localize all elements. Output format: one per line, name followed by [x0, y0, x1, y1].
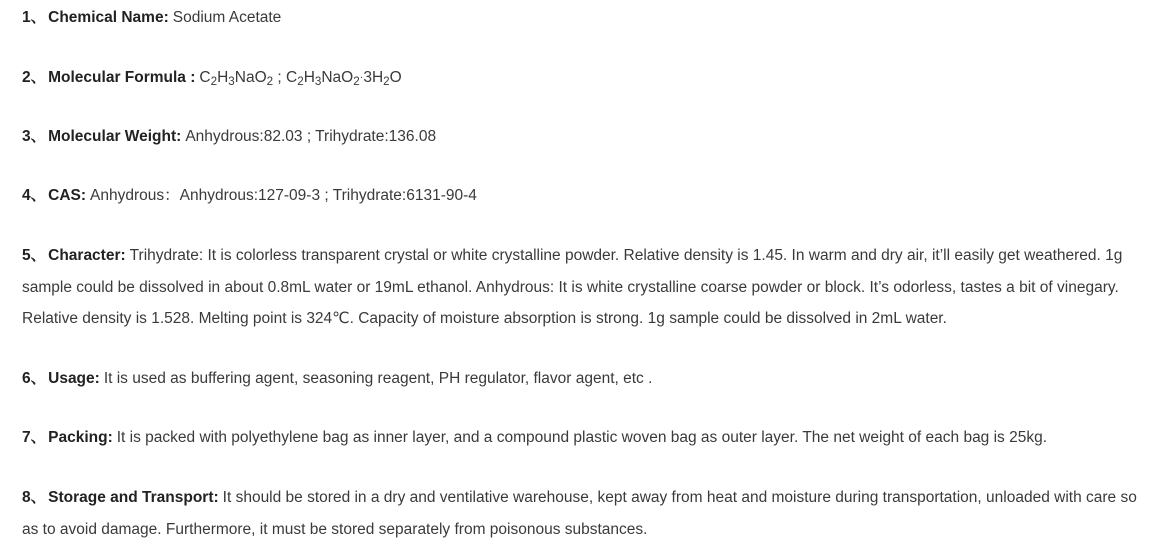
spec-item-chemical-name — [22, 2, 1150, 34]
item-label: Storage and Transport: — [48, 489, 219, 506]
item-label: CAS: — [48, 187, 87, 204]
item-label: Character: — [48, 247, 126, 264]
item-number: 8、 — [22, 489, 47, 506]
formula-text: O — [389, 69, 402, 86]
formula-text: C — [199, 69, 211, 86]
formula-subscript: 2 — [210, 74, 218, 88]
spec-item-usage — [22, 363, 1150, 395]
formula-text: NaO — [321, 69, 354, 86]
formula-anhydrous — [199, 69, 273, 86]
formula-dot: · — [359, 71, 364, 84]
formula-subscript: 2 — [297, 74, 304, 88]
item-value: Sodium Acetate — [172, 9, 282, 26]
formula-text: H — [217, 69, 229, 86]
formula-text: C — [286, 69, 298, 86]
item-number: 7、 — [22, 429, 47, 446]
item-value: Anhydrous:82.03 ; Trihydrate:136.08 — [185, 128, 437, 145]
formula-value — [199, 69, 401, 86]
item-value: It is packed with polyethylene bag as inner layer, and a compound plastic woven bag as outer layer. The net weight of each bag is 25kg. — [116, 429, 1048, 446]
item-number: 6、 — [22, 370, 47, 387]
formula-text: 3H — [363, 69, 384, 86]
formula-subscript: 2 — [353, 74, 360, 88]
formula-trihydrate — [286, 69, 402, 86]
item-value: It should be stored in a dry and ventilative warehouse, kept away from heat and moisture during transportation, unloaded with care so as to avoid damage. Furthermore, it must be stored separately from poisonous substances. — [22, 489, 1137, 538]
item-label: Molecular Formula : — [48, 69, 196, 86]
item-number: 3、 — [22, 128, 47, 145]
item-label: Usage: — [48, 370, 100, 387]
item-number: 5、 — [22, 247, 47, 264]
formula-subscript: 3 — [228, 74, 235, 88]
item-label: Molecular Weight: — [48, 128, 182, 145]
spec-item-packing — [22, 422, 1150, 454]
spec-item-character — [22, 240, 1150, 335]
formula-subscript: 2 — [383, 74, 390, 88]
formula-text: NaO — [234, 69, 267, 86]
item-value: Anhydrous：Anhydrous:127-09-3 ; Trihydrate:6131-90-4 — [90, 187, 477, 204]
formula-subscript: 3 — [314, 74, 322, 88]
item-value: Trihydrate: It is colorless transparent crystal or white crystalline powder. Relative density is 1.45. In warm and dry air, it’ll easily get weathered. 1g sample could be dissolved in about 0.8mL water or 19mL ethanol. Anhydrous: It is white crystalline coarse powder or block. It’s odorless, tastes a bit of vinegary. Relative density is 1.528. Melting point is 324℃. Capacity of moisture absorption is strong. 1g sample could be dissolved in 2mL water. — [22, 247, 1123, 327]
formula-text: H — [303, 69, 315, 86]
spec-item-cas — [22, 180, 1150, 212]
formula-subscript: 2 — [266, 74, 274, 88]
item-number: 4、 — [22, 187, 47, 204]
item-number: 1、 — [22, 9, 47, 26]
spec-item-molecular-weight — [22, 121, 1150, 153]
spec-item-molecular-formula — [22, 62, 1150, 94]
item-label: Chemical Name: — [48, 9, 169, 26]
item-number: 2、 — [22, 69, 47, 86]
item-value: It is used as buffering agent, seasoning reagent, PH regulator, flavor agent, etc . — [103, 370, 653, 387]
item-label: Packing: — [48, 429, 113, 446]
formula-separator: ; — [273, 69, 287, 86]
spec-item-storage-transport — [22, 482, 1150, 545]
